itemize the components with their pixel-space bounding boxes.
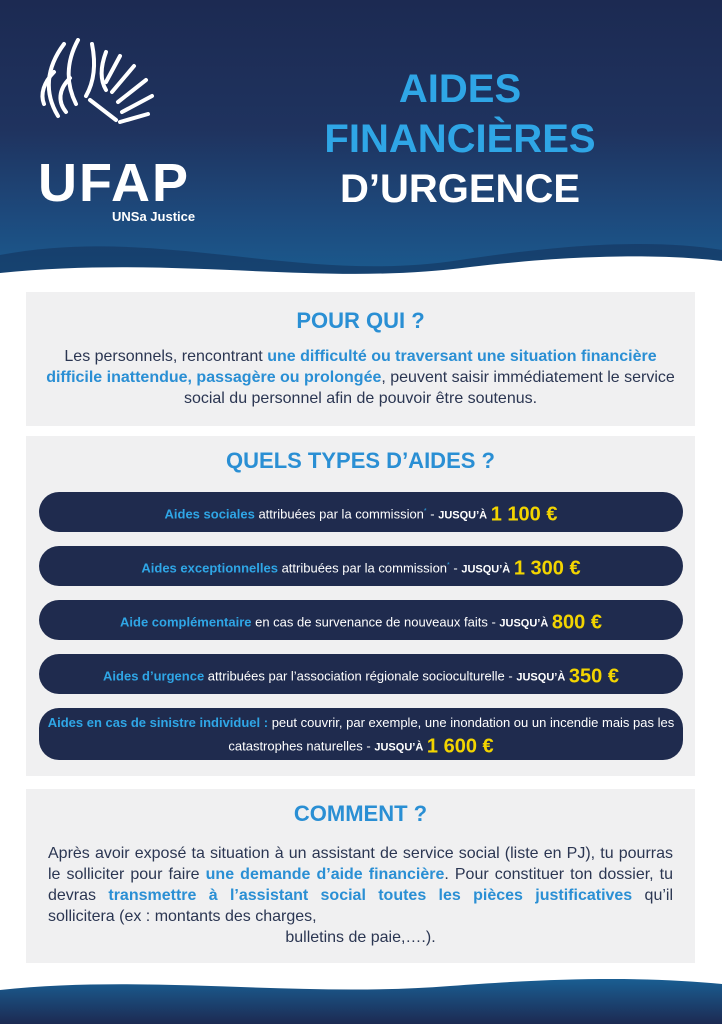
aid-item-urgence: [39, 654, 683, 694]
title-line-3: D’URGENCE: [339, 167, 581, 211]
aid-jusqu: JUSQU’À: [374, 741, 424, 754]
aid-amount: 350 €: [568, 665, 619, 688]
comment-text-c: qu’il sollicitera (ex : montants des charges,: [48, 887, 674, 925]
aid-name: Aides exceptionnelles: [141, 560, 278, 576]
aid-footnote-mark: *: [423, 508, 427, 515]
pour-qui-text-a: Les personnels, rencontrant: [64, 348, 268, 365]
comment-highlight-2: transmettre à l’assistant social toutes les pièces justificatives: [108, 887, 633, 904]
types-heading: QUELS TYPES D’AIDES ?: [226, 448, 495, 473]
comment-text: [48, 843, 673, 948]
aid-desc: attribuées par l’association régionale socioculturelle: [204, 668, 505, 684]
aid-item-exceptionnelles: [39, 546, 683, 586]
aid-separator: -: [426, 506, 439, 522]
footer-wave: [0, 968, 722, 1024]
comment-section: [26, 789, 695, 963]
aid-amount: 1 300 €: [513, 557, 581, 580]
comment-heading: COMMENT ?: [293, 801, 428, 826]
comment-text-b: . Pour constituer ton dossier, tu devras: [48, 866, 674, 904]
aid-separator: -: [362, 738, 375, 754]
logo-brand: UFAP: [38, 153, 191, 213]
pour-qui-highlight: une difficulté ou traversant une situation financière difficile inattendue, passagère ou prolongée: [46, 348, 657, 386]
flame-icon: [36, 38, 196, 158]
aid-desc: en cas de survenance de nouveaux faits: [251, 614, 488, 630]
aid-amount: 1 100 €: [490, 503, 558, 526]
pour-qui-text: [40, 346, 681, 409]
aid-name: Aides sociales: [164, 506, 255, 522]
ufap-logo: [36, 38, 196, 228]
aid-item-complementaire: [39, 600, 683, 640]
aid-item-sinistre: [39, 708, 683, 760]
page-title: [290, 64, 630, 214]
aid-amount: 800 €: [551, 611, 602, 634]
aid-amount: 1 600 €: [426, 735, 494, 758]
aid-jusqu: JUSQU’À: [499, 617, 549, 630]
aid-footnote-mark: *: [447, 562, 450, 569]
aid-jusqu: JUSQU’À: [461, 563, 511, 576]
comment-highlight-1: une demande d’aide financière: [205, 866, 445, 883]
aid-separator: -: [449, 560, 462, 576]
aid-desc: attribuées par la commission: [277, 560, 448, 576]
aid-item-sociales: [39, 492, 683, 532]
aid-separator: -: [487, 614, 500, 630]
title-line-1: AIDES: [398, 67, 522, 111]
comment-text-a: Après avoir exposé ta situation à un assistant de service social (liste en PJ), tu pourras le solliciter pour faire: [48, 845, 673, 883]
aid-jusqu: JUSQU’À: [516, 671, 566, 684]
comment-text-d: bulletins de paie,….).: [285, 929, 436, 946]
types-section: [26, 436, 695, 776]
pour-qui-section: [26, 292, 695, 426]
aid-desc: attribuées par la commission: [254, 506, 424, 522]
aid-name: Aide complémentaire: [120, 614, 252, 630]
aid-separator: -: [504, 668, 517, 684]
logo-subtitle: UNSa Justice: [112, 209, 196, 224]
aid-jusqu: JUSQU’À: [438, 509, 488, 522]
title-line-2: FINANCIÈRES: [324, 117, 596, 161]
aid-desc: peut couvrir, par exemple, une inondation ou un incendie mais pas les catastrophes naturelles: [228, 715, 675, 754]
aid-name: Aides d’urgence: [103, 668, 205, 684]
aid-name: Aides en cas de sinistre individuel :: [47, 715, 269, 730]
pour-qui-text-b: , peuvent saisir immédiatement le service social du personnel afin de pouvoir être soutenus.: [183, 369, 675, 407]
pour-qui-heading: POUR QUI ?: [296, 308, 425, 333]
